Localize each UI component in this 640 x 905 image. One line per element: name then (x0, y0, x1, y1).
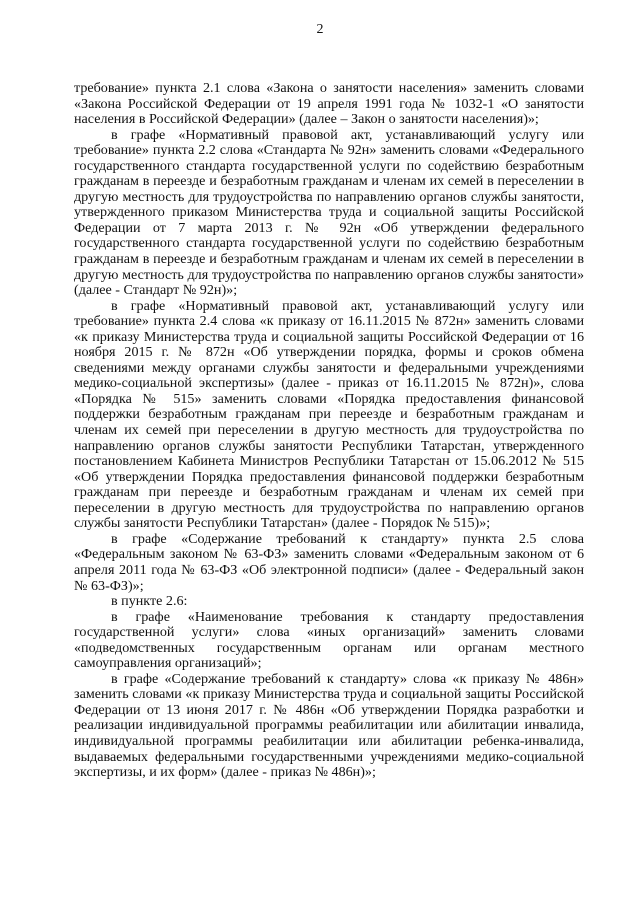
paragraph-2: в графе «Нормативный правовой акт, устанавливающий услугу или требование» пункта 2.2 слова «Стандарта № 92н» заменить словами «Федерального государственного стандарта государственной услуги по содействию безработным гражданам в переезде и безработным гражданам и членам их семей в переселении в другую местность для трудоустройства по направлению органов службы занятости, утвержденного приказом Министерства труда и социальной защиты Российской Федерации от 7 марта 2013 г. № 92н «Об утверждении федерального государственного стандарта государственной услуги по содействию безработным гражданам в переезде и безработным гражданам и членам их семей в переселении в другую местность для трудоустройства по направлению органов службы занятости» (далее - Стандарт № 92н)»; (74, 126, 584, 299)
paragraph-5: в пункте 2.6: (111, 593, 188, 610)
page-number: 2 (316, 22, 324, 37)
paragraph-7: в графе «Содержание требований к стандарту» слова «к приказу № 486н» заменить словами «к приказу Министерства труда и социальной защиты Российской Федерации от 13 июня 2017 г. № 486н «Об утверждении Порядка разработки и реализации индивидуальной программы реабилитации или абилитации инвалида, индивидуальной программы реабилитации или абилитации ребенка-инвалида, выдаваемых федеральными государственными учреждениями медико-социальной экспертизы, и их форм» (далее - приказ № 486н)»; (74, 670, 584, 781)
paragraph-1: требование» пункта 2.1 слова «Закона о занятости населения» заменить словами «Закона Российской Федерации от 19 апреля 1991 года № 1032-1 «О занятости населения в Российской Федерации» (далее – Закон о занятости населения)»; (74, 80, 584, 128)
document-body (74, 81, 584, 781)
paragraph-6: в графе «Наименование требования к стандарту предоставления государственной услуги» слова «иных организаций» заменить словами «подведомственных государственным органам или органам местного самоуправления организаций»; (74, 608, 584, 672)
paragraph-4: в графе «Содержание требований к стандарту» пункта 2.5 слова «Федеральным законом № 63-ФЗ» заменить словами «Федеральным законом от 6 апреля 2011 года № 63-ФЗ «Об электронной подписи» (далее - Федеральный закон № 63-ФЗ)»; (74, 530, 584, 594)
paragraph-3: в графе «Нормативный правовой акт, устанавливающий услугу или требование» пункта 2.4 слова «к приказу от 16.11.2015 № 872н» заменить словами «к приказу Министерства труда и социальной защиты Российской Федерации от 16 ноября 2015 г. № 872н «Об утверждении порядка, формы и сроков обмена сведениями между органами службы занятости и федеральными учреждениями медико-социальной экспертизы» (далее - приказ от 16.11.2015 № 872н)», слова «Порядка № 515» заменить словами «Порядка предоставления финансовой поддержки безработным гражданам при переезде и безработным гражданам и членам их семей при переселении в другую местность для трудоустройства по направлению органов службы занятости Республики Татарстан, утвержденного постановлением Кабинета Министров Республики Татарстан от 15.06.2012 № 515 «Об утверждении Порядка предоставления финансовой поддержки безработным гражданам при переезде и безработным гражданам и членам их семей при переселении в другую местность для трудоустройства по направлению органов службы занятости Республики Татарстан» (далее - Порядок № 515)»; (74, 297, 584, 532)
